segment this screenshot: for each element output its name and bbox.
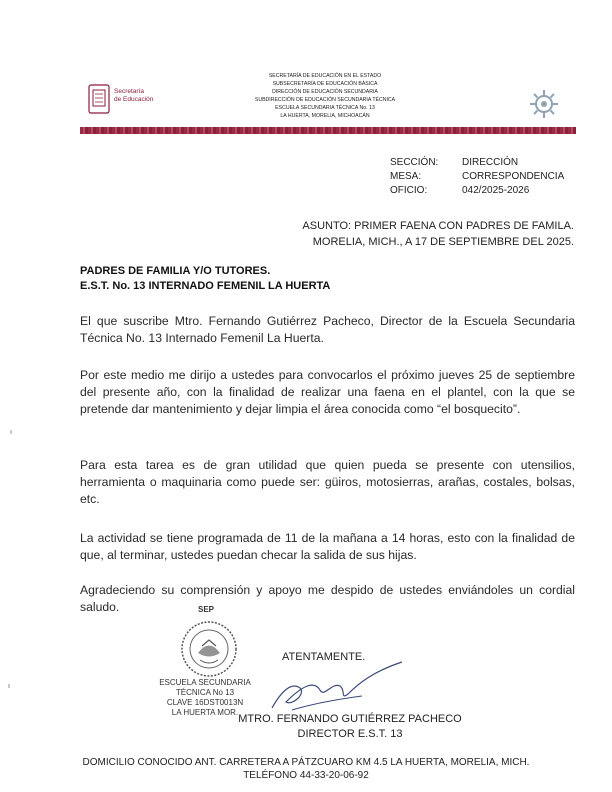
header-line: SUBDIRECCIÓN DE EDUCACIÓN SECUNDARIA TÉCNICA xyxy=(254,97,396,103)
secretaria-logo-text xyxy=(114,88,153,104)
recipient-line: PADRES DE FAMILIA Y/O TUTORES. xyxy=(80,265,271,277)
meta-value: CORRESPONDENCIA xyxy=(462,171,565,182)
subject-block xyxy=(302,218,574,250)
meta-row xyxy=(390,170,564,184)
institution-header xyxy=(200,72,450,120)
header-band xyxy=(80,127,576,134)
secretaria-logo-icon xyxy=(88,84,110,114)
place-date-line: MORELIA, MICH., A 17 DE SEPTIEMBRE DEL 2025. xyxy=(312,236,574,248)
stamp-line: CLAVE 16DST0013N xyxy=(166,698,244,707)
body-paragraph: Agradeciendo su comprensión y apoyo me despido de ustedes enviándoles un cordial saludo. xyxy=(80,583,575,615)
phone-line: TELÉFONO 44-33-20-06-92 xyxy=(243,770,369,781)
meta-label: SECCIÓN: xyxy=(390,157,439,168)
header-line: DIRECCIÓN DE EDUCACIÓN SECUNDARIA xyxy=(272,89,378,95)
recipient-block xyxy=(80,264,330,294)
meta-row xyxy=(390,184,564,198)
meta-row xyxy=(390,156,564,170)
scan-speck xyxy=(10,430,12,434)
recipient-line: E.S.T. No. 13 INTERNADO FEMENIL LA HUERTA xyxy=(80,280,331,292)
stamp-line: ESCUELA SECUNDARIA xyxy=(159,678,251,687)
signer-block xyxy=(200,712,500,742)
header-line: LA HUERTA, MORELIA, MICHOACÁN xyxy=(280,113,370,119)
signer-title: DIRECTOR E.S.T. 13 xyxy=(297,728,403,740)
logo-line-1: Secretaría xyxy=(114,88,144,95)
header-line: ESCUELA SECUNDARIA TÉCNICA No. 13 xyxy=(275,105,375,111)
official-seal-icon xyxy=(180,620,238,678)
meta-label: OFICIO: xyxy=(390,185,428,196)
meta-value: DIRECCIÓN xyxy=(462,157,519,168)
scan-speck xyxy=(8,684,10,688)
footer-address xyxy=(40,756,572,782)
stamp-line: TÉCNICA No 13 xyxy=(175,688,235,697)
signer-name: MTRO. FERNANDO GUTIÉRREZ PACHECO xyxy=(238,713,462,725)
body-paragraph: La actividad se tiene programada de 11 de la mañana a 14 horas, esto con la finalidad de que, al terminar, ustedes puedan checar la salida de sus hijas. xyxy=(80,531,575,563)
document-meta xyxy=(390,156,564,198)
subject-line: ASUNTO: PRIMER FAENA CON PADRES DE FAMILA. xyxy=(302,220,574,232)
closing-atentamente: ATENTAMENTE. xyxy=(282,651,366,663)
stamp-sep-label: SEP xyxy=(198,605,215,614)
body-paragraph: Para esta tarea es de gran utilidad que quien pueda se presente con utensilios, herramienta o maquinaria como puede ser: güiros, motosierras, arañas, costales, bolsas, etc. xyxy=(80,458,575,507)
logo-line-2: de Educación xyxy=(114,96,154,103)
body-paragraph: El que suscribe Mtro. Fernando Gutiérrez Pacheco, Director de la Escuela Secundaria Técnica No. 13 Internado Femenil La Huerta. xyxy=(80,314,575,346)
body-paragraph: Por este medio me dirijo a ustedes para convocarlos el próximo jueves 25 de septiembre del presente año, con la finalidad de realizar una faena en el plantel, con la que se pretende dar mantenimiento y dejar limpia el área conocida como “el bosquecito”. xyxy=(80,368,575,417)
header-line: SECRETARÍA DE EDUCACIÓN EN EL ESTADO xyxy=(268,73,382,79)
stamp-line: LA HUERTA MOR. xyxy=(171,708,239,717)
address-line: DOMICILIO CONOCIDO ANT. CARRETERA A PÁTZCUARO KM 4.5 LA HUERTA, MORELIA, MICH. xyxy=(82,757,530,768)
meta-value: 042/2025-2026 xyxy=(462,185,530,196)
meta-label: MESA: xyxy=(390,171,422,182)
header-line: SUBSECRETARÍA DE EDUCACIÓN BÁSICA xyxy=(272,81,378,87)
handwritten-signature xyxy=(262,660,412,720)
gear-emblem-icon xyxy=(528,88,560,120)
